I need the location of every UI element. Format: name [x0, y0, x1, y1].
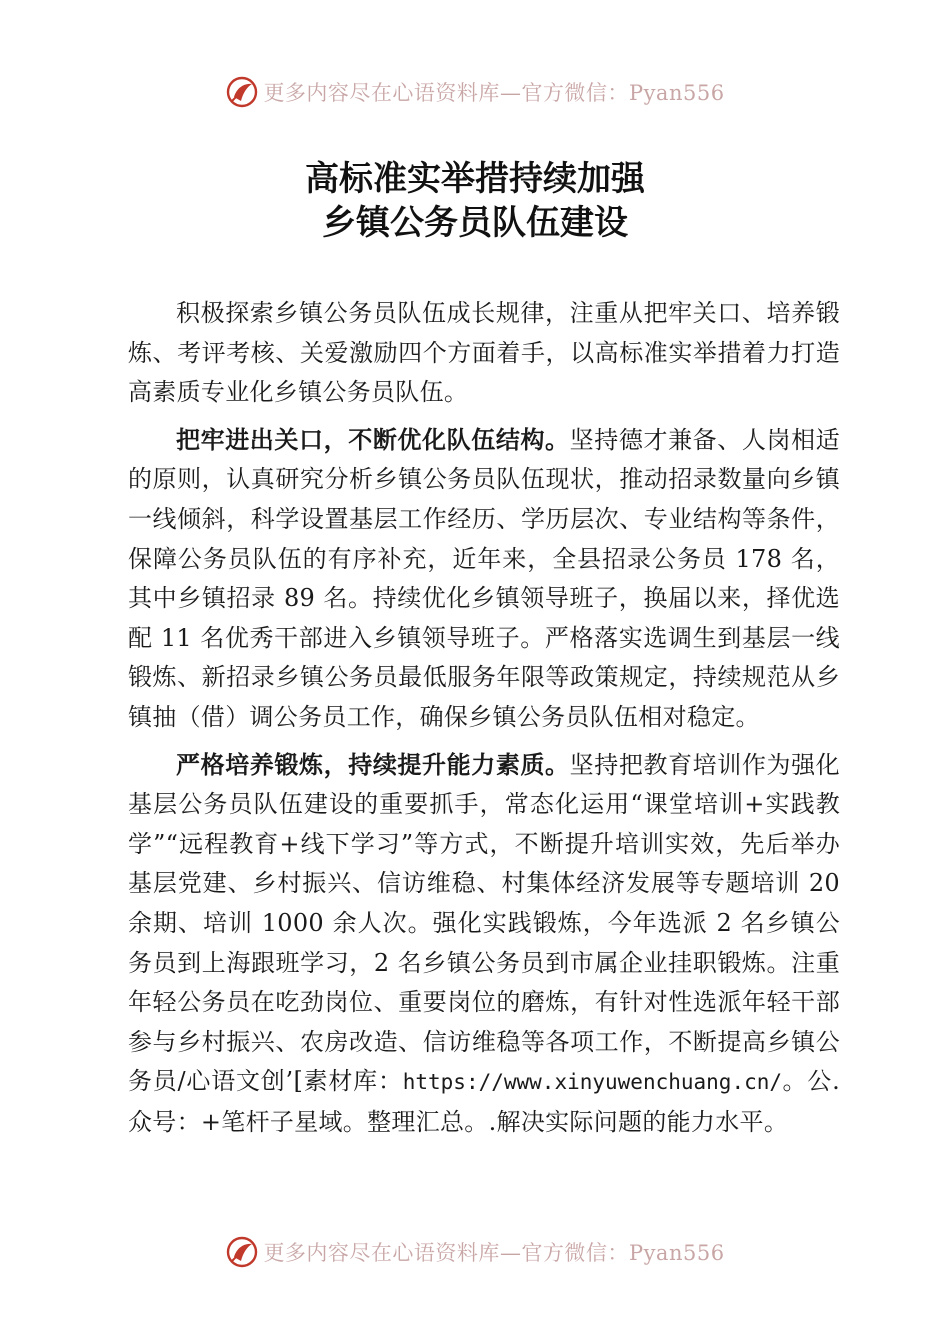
- footer-banner: [0, 1232, 950, 1272]
- footer-banner-text: [263, 1237, 724, 1267]
- intro-paragraph: 积极探索乡镇公务员队伍成长规律，注重从把牢关口、培养锻炼、考评考核、关爱激励四个方面着手，以高标准实举措着力打造高素质专业化乡镇公务员队伍。: [128, 299, 840, 407]
- banner-text: [263, 77, 724, 107]
- footer-main-text: 更多内容尽在心语资料库: [263, 1241, 500, 1265]
- source-url-text: https://www.xinyuwenchuang.cn/: [402, 1070, 783, 1095]
- footer-wechat-id: Pyan556: [628, 1241, 725, 1265]
- banner-wechat-id: Pyan556: [628, 81, 725, 105]
- page-title-line-1: 高标准实举措持续加强: [305, 159, 645, 199]
- footer-dash: —: [499, 1241, 522, 1265]
- section-1-heading: 把牢进出关口，不断优化队伍结构。: [176, 425, 570, 454]
- section-2-heading: 严格培养锻炼，持续提升能力素质。: [176, 750, 570, 779]
- header-banner: [0, 72, 950, 112]
- page-title-line-2: 乡镇公务员队伍建设: [322, 203, 628, 243]
- section-2-body: 坚持把教育培训作为强化基层公务员队伍建设的重要抓手，常态化运用“课堂培训+实践教学”“远程教育+线下学习”等方式，不断提升培训实效，先后举办基层党建、乡村振兴、信访维稳、村集体经济发展等专题培训 20 余期、培训 1000 余人次。强化实践锻炼，今年选派 2 名乡镇公务员到上海跟班学习，2 名乡镇公务员到市属企业挂职锻炼。注重年轻公务员在吃劲岗位、重要岗位的磨炼，有针对性选派年轻干部参与乡村振兴、农房改造、信访维稳等各项工作，不断提高乡镇公务员/心语文创’[素材库：: [128, 750, 840, 1096]
- section-paragraph-1: [128, 421, 840, 738]
- section-2-tail: 。公.众号：+笔杆子星域。整理汇总。.解决实际问题的能力水平。: [128, 1067, 840, 1136]
- article-body: [128, 294, 840, 1150]
- brand-logo-icon: [225, 75, 259, 109]
- footer-wechat-label: 官方微信：: [521, 1241, 629, 1265]
- banner-main-text: 更多内容尽在心语资料库: [263, 81, 500, 105]
- brand-logo-icon-footer: [225, 1235, 259, 1269]
- banner-wechat-label: 官方微信：: [521, 81, 629, 105]
- section-1-body: 坚持德才兼备、人岗相适的原则，认真研究分析乡镇公务员队伍现状，推动招录数量向乡镇一线倾斜，科学设置基层工作经历、学历层次、专业结构等条件，保障公务员队伍的有序补充，近年来，全县招录公务员 178 名，其中乡镇招录 89 名。持续优化乡镇领导班子，换届以来，择优选配 11 名优秀干部进入乡镇领导班子。严格落实选调生到基层一线锻炼、新招录乡镇公务员最低服务年限等政策规定，持续规范从乡镇抽（借）调公务员工作，确保乡镇公务员队伍相对稳定。: [128, 425, 840, 731]
- banner-dash: —: [499, 81, 522, 105]
- section-paragraph-2: [128, 746, 840, 1143]
